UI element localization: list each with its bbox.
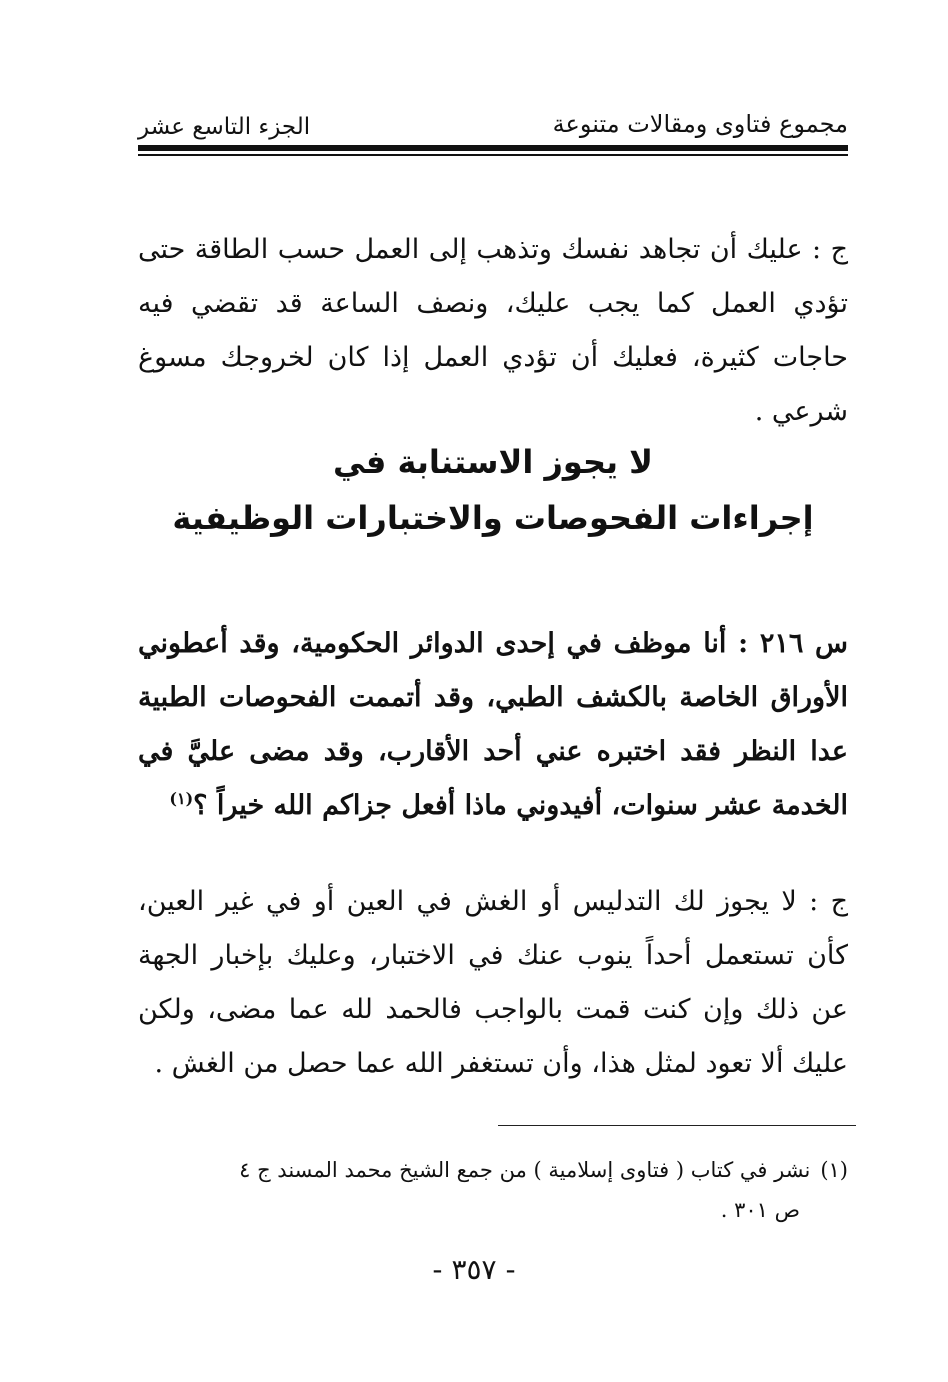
header-rule-thick [138,145,848,151]
footnote-line-1: نشر في كتاب ( فتاوى إسلامية ) من جمع الشيخ محمد المسند ج ٤ [239,1158,811,1182]
header-rule-thin [138,154,848,156]
question-paragraph [138,617,848,833]
page-number: - ٣٥٧ - [432,1253,516,1286]
volume-label: الجزء التاسع عشر [138,114,311,140]
answer-paragraph-216: ج : لا يجوز لك التدليس أو الغش في العين أو في غير العين، كأن تستعمل أحداً ينوب عنك في الاختبار، وعليك بإخبار الجهة عن ذلك وإن كنت قمت بالواجب فالحمد لله عما مضى، ولكن عليك ألا تعود لمثل هذا، وأن تستغفر الله عما حصل من الغش . [138,886,848,1079]
footnote-reference[interactable]: (١) [169,789,194,808]
answer-paragraph: ج : عليك أن تجاهد نفسك وتذهب إلى العمل حسب الطاقة حتى تؤدي العمل كما يجب عليك، ونصف الساعة قد تقضي فيه حاجات كثيرة، فعليك أن تؤدي العمل إذا كان لخروجك مسوغ شرعي . [138,234,848,427]
section-heading [138,434,848,546]
footnote-number: (١) [820,1158,848,1182]
section-title-line-1: لا يجوز الاستنابة في [333,443,653,481]
section-title-line-2: إجراءات الفحوصات والاختبارات الوظيفية [172,499,814,537]
footnote [138,1150,848,1230]
footnote-divider [498,1125,856,1126]
book-title: مجموع فتاوى ومقالات متنوعة [552,110,848,138]
footnote-line-2: ص ٣٠١ . [720,1198,800,1222]
running-header [138,104,848,144]
question-text: س ٢١٦ : أنا موظف في إحدى الدوائر الحكومية، وقد أعطوني الأوراق الخاصة بالكشف الطبي، وقد أتممت الفحوصات الطبية عدا النظر فقد اختبره عني أحد الأقارب، وقد مضى عليَّ في الخدمة عشر سنوات، أفيدوني ماذا أفعل جزاكم الله خيراً ؟ [138,628,849,821]
